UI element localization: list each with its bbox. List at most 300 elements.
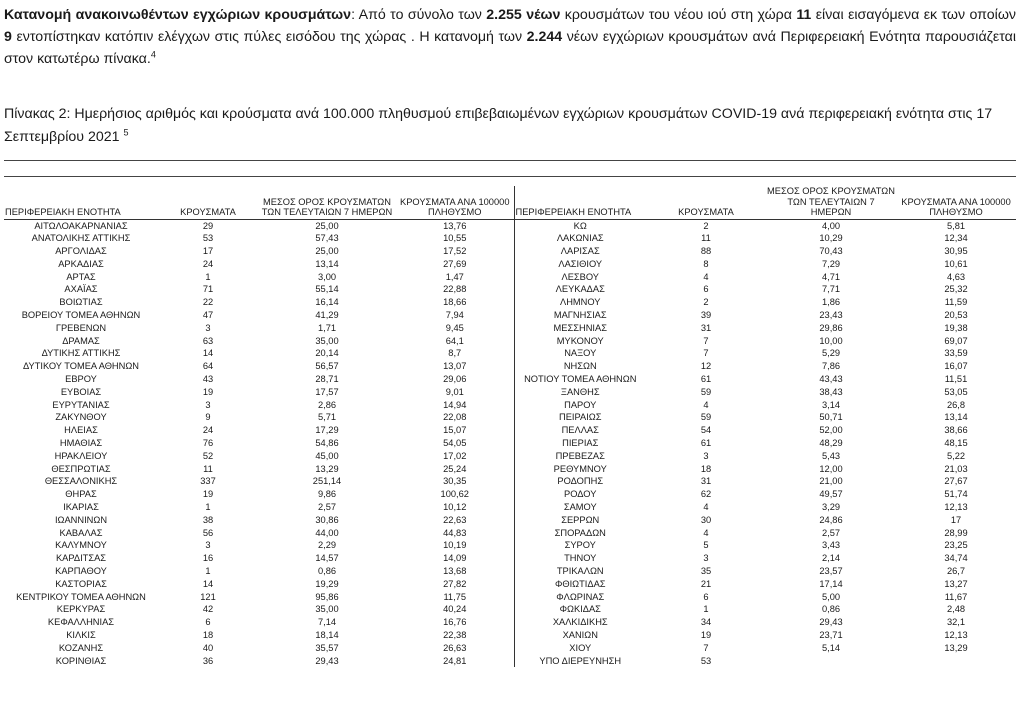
cell-region: ΓΡΕΒΕΝΩΝ (55, 322, 107, 333)
cell-avg7: 13,14 (315, 258, 339, 269)
cell-cases: 1 (205, 502, 211, 513)
cell-cases: 6 (205, 617, 211, 628)
cell-avg7: 251,14 (312, 476, 342, 487)
cell-cases: 337 (200, 476, 216, 487)
table-header-row (4, 186, 1016, 219)
cell-avg7 (766, 655, 896, 668)
cell-avg7: 2,29 (317, 540, 337, 551)
cell-per100k: 16,07 (944, 361, 968, 372)
table-row (4, 219, 1016, 232)
cell-per100k: 54,05 (396, 437, 514, 450)
table-row (4, 373, 1016, 386)
cell-per100k: 9,45 (396, 322, 514, 335)
cell-avg7: 48,29 (819, 438, 843, 449)
cell-per100k: 69,07 (944, 335, 968, 346)
cell-per100k: 18,66 (396, 296, 514, 309)
cell-region: ΑΡΤΑΣ (66, 271, 96, 282)
cell-cases: 7 (703, 335, 709, 346)
cell-cases: 63 (202, 335, 214, 346)
cell-region: ΦΛΩΡΙΝΑΣ (556, 591, 605, 602)
cell-per100k: 100,62 (396, 488, 514, 501)
cell-avg7: 19,29 (315, 578, 339, 589)
cell-avg7: 45,00 (315, 450, 339, 461)
cell-cases: 64 (202, 361, 214, 372)
cell-avg7: 10,29 (819, 233, 843, 244)
cell-region: ΛΑΡΙΣΑΣ (560, 246, 600, 257)
column-header-region: ΠΕΡΙΦΕΡΕΙΑΚΗ ΕΝΟΤΗΤΑ (4, 186, 158, 219)
cell-region: ΛΕΣΒΟΥ (561, 271, 599, 282)
cell-cases: 59 (700, 412, 712, 423)
cell-region: ΚΕΡΚΥΡΑΣ (56, 604, 106, 615)
cell-region: ΛΕΥΚΑΔΑΣ (555, 284, 605, 295)
cell-cases: 56 (202, 527, 214, 538)
cell-avg7: 49,57 (819, 489, 843, 500)
cell-cases: 4 (703, 527, 709, 538)
cell-region: ΑΝΑΤΟΛΙΚΗΣ ΑΤΤΙΚΗΣ (31, 233, 131, 244)
footnote-ref: 5 (123, 127, 129, 138)
cell-per100k: 27,67 (944, 476, 968, 487)
cell-cases: 34 (700, 617, 712, 628)
cell-avg7: 0,86 (821, 604, 841, 615)
cell-avg7: 25,00 (315, 220, 339, 231)
cell-cases: 1 (205, 566, 211, 577)
cell-region: ΧΑΝΙΩΝ (562, 630, 598, 640)
cell-avg7: 2,57 (317, 502, 337, 513)
table-row (4, 322, 1016, 335)
table-row (4, 411, 1016, 424)
table-row (4, 309, 1016, 322)
cell-cases: 6 (703, 284, 709, 295)
cell-per100k: 13,29 (944, 642, 968, 653)
cell-cases: 19 (202, 489, 214, 500)
cell-region: ΣΕΡΡΩΝ (561, 514, 600, 525)
cell-region: ΝΟΤΙΟΥ ΤΟΜΕΑ ΑΘΗΝΩΝ (524, 374, 637, 385)
cell-per100k: 13,07 (396, 360, 514, 373)
cell-cases: 31 (700, 476, 712, 487)
cell-region: ΙΚΑΡΙΑΣ (63, 502, 99, 513)
cell-cases: 61 (700, 374, 712, 385)
table-row (4, 655, 1016, 668)
cell-cases: 3 (703, 553, 709, 564)
cell-region: ΔΥΤΙΚΗΣ ΑΤΤΙΚΗΣ (41, 348, 121, 359)
cell-cases: 21 (700, 578, 712, 589)
cell-avg7: 2,86 (317, 399, 337, 410)
cell-per100k: 25,24 (396, 463, 514, 476)
cell-per100k: 27,69 (396, 258, 514, 271)
cell-avg7: 1,71 (317, 322, 337, 333)
table-row (4, 437, 1016, 450)
cell-avg7: 9,86 (317, 489, 337, 500)
cell-cases: 24 (202, 258, 214, 269)
intro-domestic-count: 2.244 (526, 29, 563, 45)
cell-per100k: 14,09 (396, 552, 514, 565)
cell-cases: 3 (205, 322, 211, 333)
cell-region: ΑΧΑΪΑΣ (64, 284, 98, 295)
intro-text: κρουσμάτων του νέου ιού στη χώρα (560, 7, 797, 23)
cell-per100k: 11,59 (944, 297, 968, 308)
cell-region: ΕΥΡΥΤΑΝΙΑΣ (52, 399, 110, 410)
cell-per100k: 40,24 (396, 603, 514, 616)
cell-per100k: 26,8 (946, 399, 966, 410)
cell-per100k: 13,76 (396, 219, 514, 232)
cell-per100k: 38,66 (944, 425, 968, 436)
cell-per100k: 16,76 (396, 616, 514, 629)
cell-avg7: 1,86 (821, 297, 841, 308)
cell-cases: 11 (701, 233, 711, 244)
cell-avg7: 70,43 (819, 246, 843, 257)
cell-per100k: 26,63 (396, 642, 514, 655)
cell-per100k: 26,7 (946, 566, 966, 577)
cell-cases: 2 (703, 297, 709, 308)
cell-cases: 52 (202, 450, 214, 461)
cell-region: ΚΑΣΤΟΡΙΑΣ (55, 578, 107, 589)
cell-cases: 39 (700, 310, 712, 321)
cell-avg7: 5,14 (821, 642, 841, 653)
cell-cases: 36 (202, 655, 214, 666)
cell-avg7: 5,43 (821, 450, 841, 461)
table-row (4, 271, 1016, 284)
cell-per100k: 19,38 (944, 322, 968, 333)
cell-region: ΘΗΡΑΣ (65, 489, 97, 500)
column-header-avg7: ΜΕΣΟΣ ΟΡΟΣ ΚΡΟΥΣΜΑΤΩΝ ΤΩΝ ΤΕΛΕΥΤΑΙΩΝ 7 ΗΜΕΡΩΝ (258, 186, 396, 219)
cell-region: ΠΙΕΡΙΑΣ (562, 438, 599, 449)
cell-avg7: 7,86 (821, 361, 841, 372)
cell-avg7: 2,14 (821, 553, 841, 564)
divider (4, 160, 1016, 161)
cell-region: ΚΑΛΥΜΝΟΥ (55, 540, 107, 551)
cell-avg7: 0,86 (317, 566, 337, 577)
cell-avg7: 17,29 (315, 425, 339, 436)
table-row (4, 616, 1016, 629)
cell-cases: 12 (700, 361, 712, 372)
divider (4, 176, 1016, 177)
cell-avg7: 52,00 (819, 425, 843, 436)
cases-table (4, 186, 1016, 667)
cell-cases: 62 (700, 489, 712, 500)
cell-region: ΚΑΡΔΙΤΣΑΣ (55, 553, 107, 564)
column-header-cases: ΚΡΟΥΣΜΑΤΑ (646, 186, 766, 219)
cell-avg7: 29,86 (819, 322, 843, 333)
cell-region: ΚΟΖΑΝΗΣ (58, 642, 104, 653)
cell-region: ΕΥΒΟΙΑΣ (60, 386, 102, 397)
column-header-region: ΠΕΡΙΦΕΡΕΙΑΚΗ ΕΝΟΤΗΤΑ (514, 186, 646, 219)
cell-region: ΠΡΕΒΕΖΑΣ (555, 450, 605, 461)
table-row (4, 283, 1016, 296)
cell-region: ΚΩ (573, 220, 587, 231)
cell-avg7: 55,14 (315, 284, 339, 295)
cell-avg7: 5,00 (821, 591, 841, 602)
cell-cases: 3 (205, 399, 211, 410)
cell-cases: 29 (202, 220, 214, 231)
cell-region: ΜΑΓΝΗΣΙΑΣ (553, 310, 607, 321)
cell-region: ΚΙΛΚΙΣ (66, 630, 96, 640)
table-row (4, 399, 1016, 412)
cell-cases: 54 (700, 425, 712, 436)
cell-cases: 22 (202, 297, 214, 308)
cell-per100k: 24,81 (396, 655, 514, 668)
cell-region: ΣΠΟΡΑΔΩΝ (554, 527, 606, 538)
column-header-per100k: ΚΡΟΥΣΜΑΤΑ ΑΝΑ 100000 ΠΛΗΘΥΣΜΟ (896, 186, 1016, 219)
cell-cases: 5 (703, 540, 709, 551)
intro-imported-count: 11 (796, 7, 812, 23)
cell-per100k: 4,63 (946, 271, 966, 282)
cell-avg7: 23,57 (819, 566, 843, 577)
cell-cases: 11 (203, 463, 213, 474)
cell-cases: 31 (700, 322, 712, 333)
column-header-cases: ΚΡΟΥΣΜΑΤΑ (158, 186, 258, 219)
cell-region: ΡΟΔΟΥ (564, 489, 597, 500)
cell-cases: 42 (202, 604, 214, 615)
cell-avg7: 3,14 (821, 399, 841, 410)
footnote-ref: 4 (150, 49, 156, 60)
cell-cases: 3 (703, 450, 709, 461)
cell-avg7: 5,71 (317, 412, 337, 423)
table-row (4, 514, 1016, 527)
cell-avg7: 20,14 (315, 348, 339, 359)
cell-cases: 18 (202, 630, 214, 640)
table-row (4, 578, 1016, 591)
cell-per100k: 22,08 (396, 411, 514, 424)
cell-per100k: 1,47 (396, 271, 514, 284)
cell-avg7: 43,43 (819, 374, 843, 385)
table-row (4, 629, 1016, 642)
cell-avg7: 4,71 (821, 271, 841, 282)
cell-region: ΔΥΤΙΚΟΥ ΤΟΜΕΑ ΑΘΗΝΩΝ (22, 361, 140, 372)
cell-avg7: 24,86 (819, 514, 843, 525)
cell-cases: 4 (703, 399, 709, 410)
cell-region: ΒΟΡΕΙΟΥ ΤΟΜΕΑ ΑΘΗΝΩΝ (21, 310, 141, 321)
cell-avg7: 57,43 (315, 233, 339, 244)
cell-region: ΑΙΤΩΛΟΑΚΑΡΝΑΝΙΑΣ (34, 220, 128, 231)
cell-region: ΠΕΛΛΑΣ (561, 425, 599, 436)
table-caption (4, 103, 1016, 149)
intro-paragraph (4, 4, 1016, 70)
cell-cases: 18 (700, 463, 712, 474)
table-row (4, 360, 1016, 373)
cell-avg7: 2,57 (821, 527, 841, 538)
cell-cases: 53 (700, 655, 712, 666)
cell-cases: 47 (202, 310, 214, 321)
table-row (4, 552, 1016, 565)
cell-per100k: 28,99 (944, 527, 968, 538)
cell-region: ΗΡΑΚΛΕΙΟΥ (54, 450, 108, 461)
table-row (4, 642, 1016, 655)
table-caption-text: Πίνακας 2: Ημερήσιος αριθμός και κρούσματα ανά 100.000 πληθυσμού επιβεβαιωμένων εγχώριων κρουσμάτων COVID-19 ανά περιφερειακή ενότητα στις 17 Σεπτεμβρίου 2021 (4, 106, 993, 145)
intro-text: εντοπίστηκαν κατόπιν ελέγχων στις πύλες εισόδου της χώρας . Η κατανομή των (11, 29, 527, 45)
cell-cases: 61 (700, 438, 712, 449)
column-header-avg7: ΜΕΣΟΣ ΟΡΟΣ ΚΡΟΥΣΜΑΤΩΝ ΤΩΝ ΤΕΛΕΥΤΑΙΩΝ 7 ΗΜΕΡΩΝ (767, 186, 895, 217)
cell-region: ΚΕΦΑΛΛΗΝΙΑΣ (47, 617, 115, 628)
cell-avg7: 25,00 (315, 246, 339, 257)
cell-cases: 14 (202, 578, 214, 589)
cell-per100k: 33,59 (944, 348, 968, 359)
cell-region: ΥΠΟ ΔΙΕΡΕΥΝΗΣΗ (539, 655, 622, 666)
cell-region: ΛΑΣΙΘΙΟΥ (558, 258, 603, 269)
table-row (4, 424, 1016, 437)
cell-region: ΘΕΣΠΡΩΤΙΑΣ (51, 463, 111, 474)
cell-cases: 8 (703, 258, 709, 269)
cell-region: ΑΡΚΑΔΙΑΣ (58, 258, 104, 269)
cell-cases: 59 (700, 386, 712, 397)
cell-cases: 24 (202, 425, 214, 436)
cell-per100k: 5,22 (946, 450, 966, 461)
cell-cases: 43 (202, 374, 214, 385)
cell-region: ΚΑΡΠΑΘΟΥ (55, 566, 107, 577)
cell-region: ΣΥΡΟΥ (564, 540, 596, 551)
table-row (4, 335, 1016, 348)
cell-region: ΦΩΚΙΔΑΣ (559, 604, 601, 615)
cell-per100k: 12,13 (944, 630, 968, 640)
cell-per100k: 29,06 (396, 373, 514, 386)
cell-per100k: 27,82 (396, 578, 514, 591)
cell-cases: 6 (703, 591, 709, 602)
table-row (4, 501, 1016, 514)
cell-avg7: 12,00 (819, 463, 843, 474)
cell-avg7: 23,43 (819, 310, 843, 321)
cell-per100k: 22,63 (396, 514, 514, 527)
cell-per100k: 14,94 (396, 399, 514, 412)
cell-region: ΡΕΘΥΜΝΟΥ (553, 463, 607, 474)
cell-avg7: 18,14 (315, 630, 339, 640)
cell-per100k: 11,67 (944, 591, 968, 602)
cell-cases: 7 (703, 348, 709, 359)
cell-avg7: 29,43 (819, 617, 843, 628)
cell-avg7: 3,29 (821, 502, 841, 513)
cell-per100k: 15,07 (396, 424, 514, 437)
cell-per100k: 10,61 (944, 258, 968, 269)
table-row (4, 488, 1016, 501)
cell-per100k: 17 (950, 514, 962, 525)
cell-cases: 40 (202, 642, 214, 653)
cell-cases: 38 (202, 514, 214, 525)
cell-cases: 3 (205, 540, 211, 551)
cell-per100k: 23,25 (944, 540, 968, 551)
cell-region: ΦΘΙΩΤΙΔΑΣ (554, 578, 606, 589)
table-row (4, 450, 1016, 463)
cell-region: ΚΕΝΤΡΙΚΟΥ ΤΟΜΕΑ ΑΘΗΝΩΝ (16, 591, 146, 602)
cell-avg7: 38,43 (819, 386, 843, 397)
cell-cases: 53 (202, 233, 214, 244)
cell-region: ΝΑΞΟΥ (564, 348, 597, 359)
cell-avg7: 50,71 (819, 412, 843, 423)
table-row (4, 475, 1016, 488)
intro-text: είναι εισαγόμενα εκ των οποίων (811, 7, 1016, 23)
cell-avg7: 16,14 (315, 297, 339, 308)
cell-region: ΠΕΙΡΑΙΩΣ (559, 412, 602, 423)
cell-region: ΛΗΜΝΟΥ (559, 297, 601, 308)
cell-cases: 121 (200, 591, 216, 602)
cell-cases: 19 (700, 630, 712, 640)
cell-per100k: 9,01 (396, 386, 514, 399)
cell-avg7: 5,29 (821, 348, 841, 359)
cell-avg7: 21,00 (819, 476, 843, 487)
cell-region: ΚΑΒΑΛΑΣ (59, 527, 103, 538)
cell-avg7: 35,00 (315, 604, 339, 615)
cell-cases: 9 (205, 412, 211, 423)
table-row (4, 258, 1016, 271)
cell-region: ΔΡΑΜΑΣ (62, 335, 100, 346)
cell-per100k: 17,52 (396, 245, 514, 258)
table-row (4, 539, 1016, 552)
cell-avg7: 23,71 (819, 630, 843, 640)
cell-avg7: 30,86 (315, 514, 339, 525)
cell-per100k: 51,74 (944, 489, 968, 500)
cell-cases: 76 (202, 438, 214, 449)
cell-cases: 17 (202, 246, 214, 257)
intro-gate-count: 9 (4, 29, 12, 45)
cell-per100k: 12,13 (944, 502, 968, 513)
cell-per100k: 2,48 (946, 604, 966, 615)
cell-cases: 88 (700, 246, 712, 257)
cell-avg7: 35,00 (315, 335, 339, 346)
table-body (4, 219, 1016, 667)
cell-per100k: 44,83 (396, 527, 514, 540)
table-row (4, 591, 1016, 604)
table-row (4, 245, 1016, 258)
cell-per100k: 53,05 (944, 386, 968, 397)
cell-per100k: 22,88 (396, 283, 514, 296)
cell-avg7: 7,14 (317, 617, 337, 628)
cell-region: ΑΡΓΟΛΙΔΑΣ (55, 246, 107, 257)
cell-region: ΕΒΡΟΥ (65, 374, 97, 385)
intro-total-cases: 2.255 νέων (486, 7, 561, 23)
cell-region: ΘΕΣΣΑΛΟΝΙΚΗΣ (44, 476, 118, 487)
cell-per100k: 12,34 (944, 233, 968, 244)
table-row (4, 565, 1016, 578)
cell-cases: 19 (202, 386, 214, 397)
cell-cases: 14 (202, 348, 214, 359)
cell-avg7: 17,14 (819, 578, 843, 589)
intro-text: : Από το σύνολο των (351, 7, 487, 23)
table-row (4, 347, 1016, 360)
cell-per100k: 13,68 (396, 565, 514, 578)
cell-avg7: 44,00 (315, 527, 339, 538)
table-row (4, 386, 1016, 399)
cell-avg7: 95,86 (315, 591, 339, 602)
cell-per100k: 7,94 (396, 309, 514, 322)
cell-cases: 7 (703, 642, 709, 653)
cell-per100k: 21,03 (944, 463, 968, 474)
cell-region: ΗΛΕΙΑΣ (64, 425, 98, 436)
cell-avg7: 28,71 (315, 374, 339, 385)
cell-avg7: 3,43 (821, 540, 841, 551)
intro-text: νέων εγχώριων κρουσμάτων ανά Περιφερειακή Ενότητα παρουσιάζεται στον κατωτέρω πίνακα. (4, 29, 1016, 67)
cell-per100k: 34,74 (944, 553, 968, 564)
cell-cases: 4 (703, 271, 709, 282)
table-row (4, 232, 1016, 245)
cell-per100k: 30,95 (944, 246, 968, 257)
cell-cases: 2 (703, 220, 709, 231)
cell-per100k: 11,51 (944, 374, 968, 385)
cell-cases: 30 (700, 514, 712, 525)
cell-region: ΠΑΡΟΥ (564, 399, 597, 410)
cell-per100k: 22,38 (396, 629, 514, 642)
cell-cases: 35 (700, 566, 712, 577)
cell-cases: 16 (202, 553, 214, 564)
cell-region: ΗΜΑΘΙΑΣ (59, 438, 103, 449)
cell-cases: 71 (202, 284, 214, 295)
cell-avg7: 54,86 (315, 438, 339, 449)
cell-region: ΜΕΣΣΗΝΙΑΣ (553, 322, 607, 333)
cell-per100k: 13,14 (944, 412, 968, 423)
cell-region: ΙΩΑΝΝΙΝΩΝ (54, 514, 108, 525)
cell-avg7: 13,29 (315, 463, 339, 474)
cell-avg7: 10,00 (819, 335, 843, 346)
cell-per100k: 10,19 (396, 539, 514, 552)
cell-region: ΡΟΔΟΠΗΣ (557, 476, 604, 487)
cell-per100k: 48,15 (944, 438, 968, 449)
intro-heading: Κατανομή ανακοινωθέντων εγχώριων κρουσμάτων (4, 7, 352, 23)
